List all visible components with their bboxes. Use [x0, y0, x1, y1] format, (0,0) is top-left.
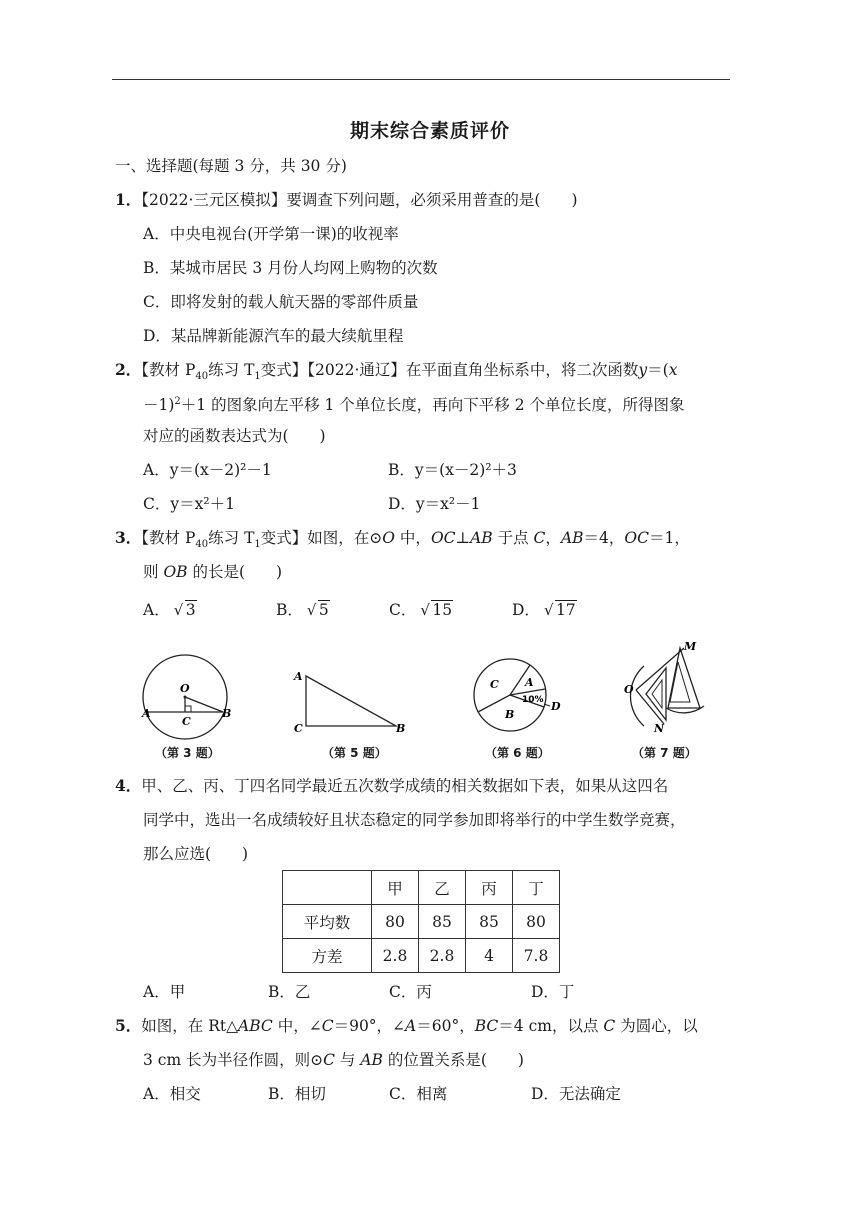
text: ＝1， — [648, 529, 690, 547]
question-4-line-2: 同学中，选出一名成绩较好且状态稳定的同学参加即将举行的中学生数学竞赛， — [143, 811, 686, 829]
q5-option-a: A．相交 — [143, 1085, 201, 1103]
question-3-line-2 — [143, 562, 282, 582]
text: y — [638, 361, 648, 379]
segment-on — [636, 690, 664, 724]
label-b: B — [505, 708, 515, 721]
text: 甲、乙、丙、丁四名同学最近五次数学成绩的相关数据如下表，如果从这四名 — [141, 777, 669, 795]
question-3-line-1 — [115, 528, 690, 555]
label-m: M — [684, 640, 697, 653]
q3-option-c — [389, 600, 453, 620]
q1-option-d: D．某品牌新能源汽车的最大续航里程 — [143, 327, 404, 345]
text: C — [323, 1051, 335, 1069]
table-cell: 平均数 — [283, 905, 372, 939]
text: ＝4， — [583, 529, 625, 547]
table-cell: 85 — [466, 905, 513, 939]
sqrt-symbol: √ 17 — [543, 601, 576, 619]
q2-option-d: D．y＝x²－1 — [388, 495, 481, 513]
text: 40 — [195, 539, 209, 551]
q1-option-c: C．即将发射的载人航天器的零部件质量 — [143, 293, 419, 311]
text: 中， — [395, 529, 431, 547]
text: 则 — [143, 563, 164, 581]
table-cell: 丁 — [513, 871, 560, 905]
radicand: 3 — [185, 601, 196, 619]
q1-option-b: B．某城市居民 3 月份人均网上购物的次数 — [143, 259, 438, 277]
text: 2 — [174, 396, 181, 407]
text: BC — [474, 1017, 499, 1035]
sqrt-symbol: √ 15 — [420, 601, 453, 619]
figure-7 — [620, 640, 720, 735]
option-letter: A． — [143, 601, 170, 619]
text: 的位置关系是( ) — [382, 1051, 524, 1069]
radicand: 17 — [555, 601, 576, 619]
label-o: O — [624, 683, 634, 696]
text: OC — [430, 529, 456, 547]
text: ＝4 cm，以点 — [498, 1017, 604, 1035]
label-a: A — [294, 670, 303, 683]
text: ， — [545, 529, 561, 547]
text: A — [405, 1017, 417, 1035]
text: －1) — [143, 396, 175, 415]
q4-option-c: C．丙 — [389, 983, 432, 1001]
text: ⊥ — [455, 529, 471, 547]
label-a: A — [525, 676, 534, 689]
q5-option-c: C．相离 — [389, 1085, 448, 1103]
text: 变式】如图，在⊙ — [260, 529, 383, 547]
text: 练习 T — [208, 361, 255, 379]
text: 3 cm 长为半径作圆，则⊙ — [143, 1051, 324, 1069]
table-cell: 乙 — [419, 871, 466, 905]
semicircle — [630, 666, 644, 726]
sqrt-symbol: √ 5 — [306, 601, 329, 619]
scores-table — [282, 870, 560, 973]
question-1-stem — [115, 190, 578, 210]
label-b: B — [222, 707, 232, 720]
page-title: 期末综合素质评价 — [349, 120, 510, 142]
table-cell: 方差 — [283, 939, 372, 973]
sqrt-symbol: √ 3 — [173, 601, 196, 619]
text: C — [603, 1017, 616, 1035]
q4-option-d: D．丁 — [531, 983, 575, 1001]
text: 变式】【2022·通辽】在平面直角坐标系中，将二次函数 — [260, 361, 639, 379]
label-percent: 10% — [522, 695, 544, 705]
text: ＋1 的图象向左平移 1 个单位长度，再向下平移 2 个单位长度，所得图象 — [180, 396, 685, 415]
text: 【教材 P — [141, 361, 196, 379]
figure-5 — [290, 664, 410, 736]
q3-option-d — [512, 600, 577, 620]
arc — [666, 706, 704, 713]
q3-option-a — [143, 600, 197, 620]
q3-option-b — [276, 600, 330, 620]
question-5-line-2 — [143, 1050, 524, 1070]
right-angle-mark — [185, 706, 191, 712]
option-letter: D． — [512, 601, 540, 619]
text: 如图，在 Rt△ — [141, 1017, 239, 1035]
q5-option-d: D．无法确定 — [531, 1085, 621, 1103]
figure-7-caption: （第 7 题） — [632, 746, 697, 760]
text: 中，∠ — [272, 1017, 322, 1035]
text: 40 — [195, 371, 209, 383]
table-row — [283, 905, 560, 939]
figure-5-caption: （第 5 题） — [322, 746, 387, 760]
question-2-line-2 — [143, 392, 685, 415]
table-cell: 丙 — [466, 871, 513, 905]
q2-option-c: C．y＝x²＋1 — [143, 495, 235, 513]
text: ＝90°，∠ — [333, 1017, 406, 1035]
q1-option-a: A．中央电视台(开学第一课)的收视率 — [143, 225, 399, 243]
label-b: B — [396, 722, 406, 735]
question-number: 4． — [115, 776, 142, 795]
text: 为圆心，以 — [615, 1017, 698, 1035]
text: 【教材 P — [141, 529, 196, 547]
table-cell: 2.8 — [372, 939, 419, 973]
question-text: 【2022·三元区模拟】要调查下列问题，必须采用普查的是( ) — [141, 191, 578, 209]
text: 1 — [254, 539, 261, 551]
q2-option-a: A．y＝(x－2)²－1 — [143, 461, 272, 479]
text: 的长是( ) — [187, 563, 283, 581]
label-o: O — [180, 682, 190, 695]
text: AB — [470, 529, 493, 547]
table-cell: 2.8 — [419, 939, 466, 973]
q4-option-a: A．甲 — [143, 983, 186, 1001]
text: 于点 — [492, 529, 534, 547]
set-square-2 — [646, 668, 666, 720]
q2-option-b: B．y＝(x－2)²＋3 — [388, 461, 517, 479]
text: ABC — [238, 1017, 273, 1035]
question-4-line-1 — [115, 776, 668, 796]
top-rule — [112, 79, 730, 80]
figure-3 — [138, 650, 238, 745]
table-cell — [283, 871, 372, 905]
text: AB — [360, 1051, 383, 1069]
table-cell: 4 — [466, 939, 513, 973]
option-letter: C． — [389, 601, 417, 619]
question-5-line-1 — [115, 1016, 698, 1036]
center-point — [184, 696, 187, 699]
question-number: 2． — [115, 360, 142, 379]
label-c: C — [182, 715, 191, 728]
question-4-line-3: 那么应选( ) — [143, 845, 249, 863]
table-cell: 甲 — [372, 871, 419, 905]
table-cell: 7.8 — [513, 939, 560, 973]
option-letter: B． — [276, 601, 303, 619]
radicand: 5 — [318, 601, 329, 619]
figure-6 — [470, 652, 570, 740]
label-c: C — [490, 678, 499, 691]
question-number: 5． — [115, 1016, 142, 1035]
question-2-line-1 — [115, 360, 677, 387]
text: 练习 T — [208, 529, 255, 547]
question-number: 1． — [115, 190, 142, 209]
label-n: N — [654, 722, 665, 735]
text: OC — [624, 529, 649, 547]
text: OB — [163, 563, 188, 581]
triangle-abc — [306, 676, 396, 726]
radicand: 15 — [432, 601, 453, 619]
text: C — [533, 529, 546, 547]
table-cell: 85 — [419, 905, 466, 939]
table-cell: 80 — [513, 905, 560, 939]
label-a: A — [142, 707, 151, 720]
table-header-row — [283, 871, 560, 905]
figure-6-caption: （第 6 题） — [485, 746, 550, 760]
figure-3-caption: （第 3 题） — [155, 746, 220, 760]
text: 1 — [254, 371, 261, 383]
text: AB — [560, 529, 584, 547]
text: O — [382, 529, 395, 547]
text: ＝60°， — [416, 1017, 475, 1035]
table-cell: 80 — [372, 905, 419, 939]
text: x — [668, 361, 678, 379]
table-row — [283, 939, 560, 973]
q4-option-b: B．乙 — [268, 983, 311, 1001]
label-c: C — [294, 722, 303, 735]
label-d: D — [551, 700, 561, 713]
question-number: 3． — [115, 528, 142, 547]
text: ＝( — [647, 361, 669, 379]
text: C — [321, 1017, 334, 1035]
section-heading: 一、选择题(每题 3 分，共 30 分) — [115, 157, 347, 175]
q5-option-b: B．相切 — [268, 1085, 326, 1103]
text: 与 — [334, 1051, 361, 1069]
question-2-line-3: 对应的函数表达式为( ) — [143, 427, 326, 445]
